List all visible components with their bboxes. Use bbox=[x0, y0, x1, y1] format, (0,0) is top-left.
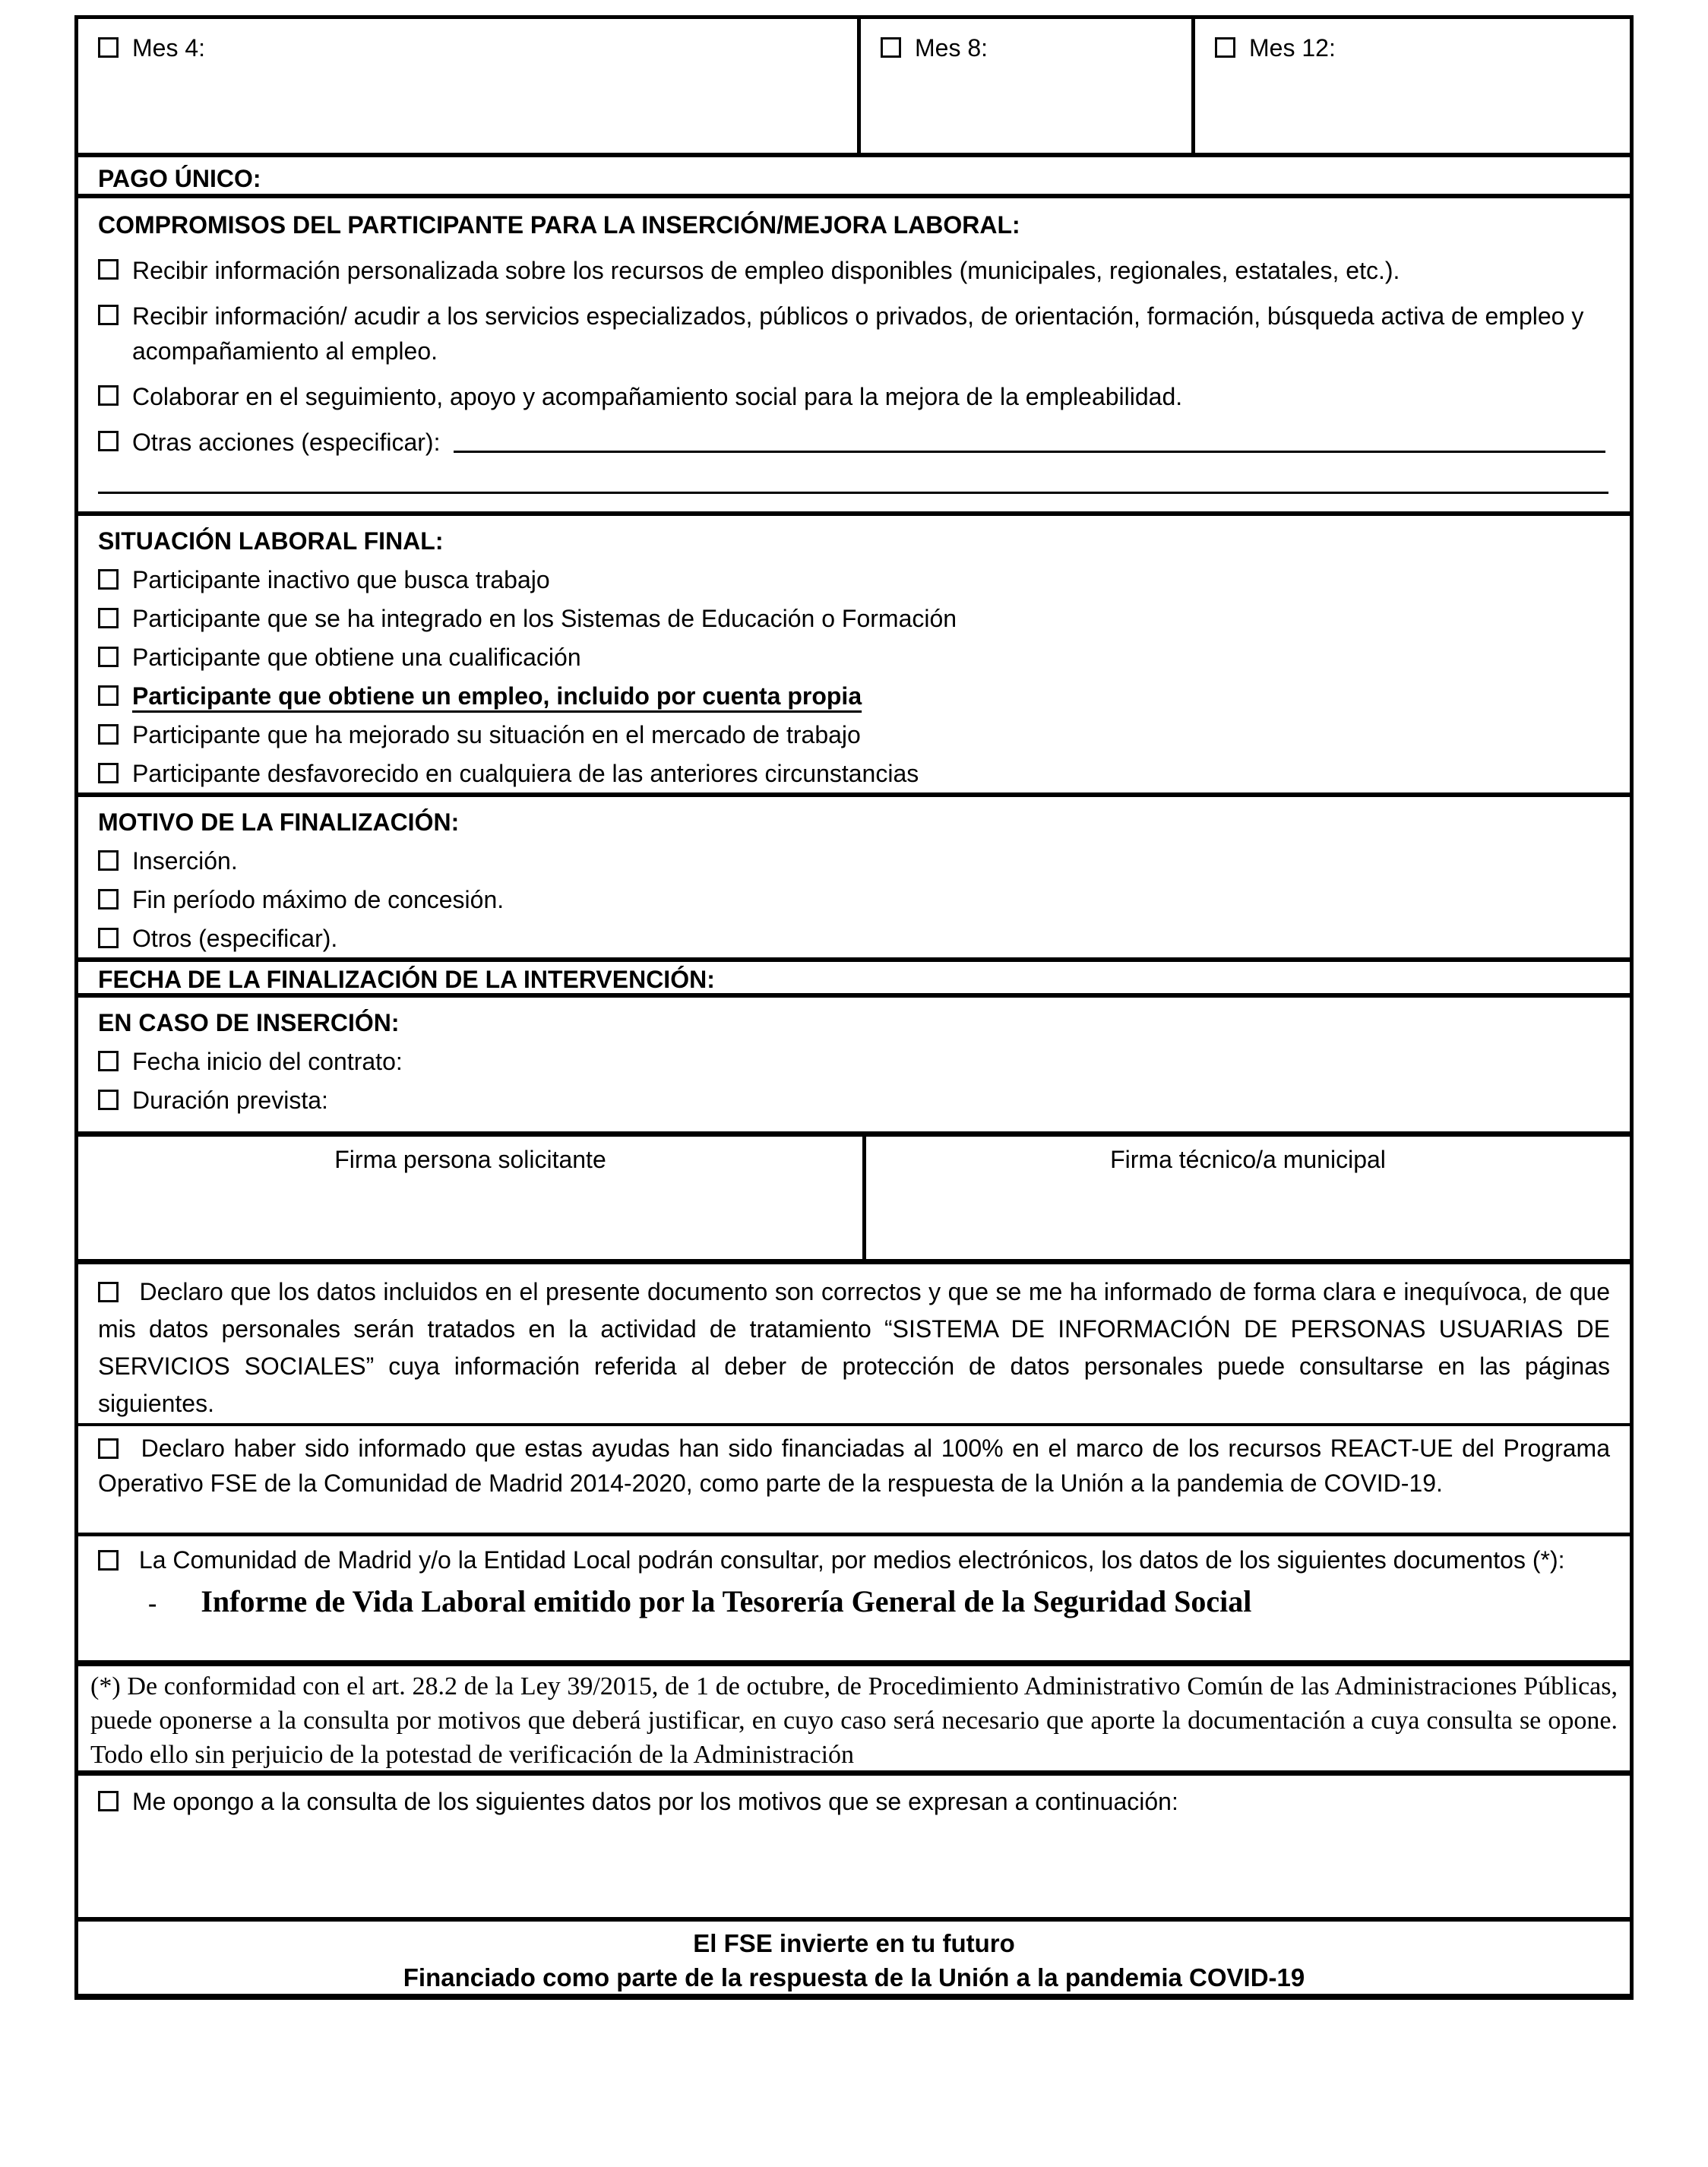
commitment-4-label: Otras acciones (especificar): bbox=[132, 429, 441, 456]
declaration-consult-checkbox[interactable] bbox=[98, 1550, 119, 1571]
final-status-1-checkbox[interactable] bbox=[98, 569, 119, 590]
declaration-funding-text: Declaro haber sido informado que estas ayudas han sido financiadas al 100% en el marco de los recursos REACT-UE del Programa Operativo FSE de la Comunidad de Madrid 2014-2020, como parte de la respuesta de la Unión a la pandemia de COVID-19. bbox=[98, 1435, 1611, 1497]
signatures-row bbox=[78, 1131, 1630, 1259]
final-status-6-checkbox[interactable] bbox=[98, 763, 119, 783]
commitment-1-checkbox[interactable] bbox=[98, 259, 119, 280]
fse-footer-line1: El FSE invierte en tu futuro bbox=[693, 1929, 1015, 1957]
opposition-item bbox=[98, 1785, 1610, 1819]
insertion-case-item bbox=[98, 1045, 1610, 1079]
commitment-3-checkbox[interactable] bbox=[98, 385, 119, 406]
final-status-item bbox=[98, 602, 1610, 636]
termination-2-checkbox[interactable] bbox=[98, 889, 119, 910]
commitment-2-label: Recibir información/ acudir a los servicios especializados, públicos o privados, de orientación, formación, búsqueda activa de empleo y acompañamiento al empleo. bbox=[132, 302, 1584, 365]
opposition-label: Me opongo a la consulta de los siguientes datos por los motivos que se expresan a continuación: bbox=[132, 1788, 1178, 1815]
commitments-section bbox=[78, 194, 1630, 511]
signature-applicant-label: Firma persona solicitante bbox=[334, 1146, 606, 1173]
dash-bullet: - bbox=[148, 1590, 157, 1618]
declaration-consult bbox=[78, 1533, 1630, 1660]
mes-4-checkbox[interactable] bbox=[98, 37, 119, 58]
termination-reason-item bbox=[98, 883, 1610, 917]
contract-start-checkbox[interactable] bbox=[98, 1051, 119, 1071]
declaration-consult-text: La Comunidad de Madrid y/o la Entidad Local podrán consultar, por medios electrónicos, los datos de los siguientes documentos (*): bbox=[138, 1546, 1565, 1574]
final-status-3-checkbox[interactable] bbox=[98, 647, 119, 667]
commitment-item bbox=[98, 379, 1610, 414]
termination-1-checkbox[interactable] bbox=[98, 850, 119, 871]
final-status-2-label: Participante que se ha integrado en los Sistemas de Educación o Formación bbox=[132, 605, 957, 632]
final-status-item bbox=[98, 718, 1610, 752]
single-payment-title: PAGO ÚNICO: bbox=[98, 165, 261, 192]
declaration-data-correct bbox=[78, 1259, 1630, 1423]
fse-footer bbox=[78, 1917, 1630, 1994]
final-status-item bbox=[98, 757, 1610, 791]
final-status-1-label: Participante inactivo que busca trabajo bbox=[132, 566, 550, 593]
declaration-funding bbox=[78, 1423, 1630, 1533]
final-status-4-checkbox[interactable] bbox=[98, 685, 119, 706]
termination-reason-title: MOTIVO DE LA FINALIZACIÓN: bbox=[98, 808, 460, 836]
commitment-item bbox=[98, 253, 1610, 288]
termination-3-label: Otros (especificar). bbox=[132, 925, 338, 952]
mes-4-label: Mes 4: bbox=[132, 34, 206, 62]
opposition-section bbox=[78, 1770, 1630, 1917]
other-actions-blank-line[interactable] bbox=[454, 425, 1605, 453]
fse-footer-line2: Financiado como parte de la respuesta de la Unión a la pandemia COVID-19 bbox=[403, 1963, 1305, 1991]
mes-12-checkbox[interactable] bbox=[1215, 37, 1235, 58]
footnote-section bbox=[78, 1660, 1630, 1770]
termination-reason-section bbox=[78, 792, 1630, 957]
end-date-title: FECHA DE LA FINALIZACIÓN DE LA INTERVENCIÓN: bbox=[98, 966, 715, 993]
insertion-case-title: EN CASO DE INSERCIÓN: bbox=[98, 1009, 400, 1036]
commitment-item bbox=[98, 425, 1610, 460]
opposition-checkbox[interactable] bbox=[98, 1791, 119, 1811]
commitment-1-label: Recibir información personalizada sobre los recursos de empleo disponibles (municipales, regionales, estatales, etc.). bbox=[132, 257, 1400, 284]
final-status-2-checkbox[interactable] bbox=[98, 608, 119, 628]
mes-4-cell bbox=[78, 19, 861, 153]
final-status-4-label: Participante que obtiene un empleo, incluido por cuenta propia bbox=[132, 682, 862, 710]
termination-reason-item bbox=[98, 844, 1610, 878]
termination-reason-item bbox=[98, 922, 1610, 956]
single-payment-row bbox=[78, 153, 1630, 194]
end-date-row bbox=[78, 957, 1630, 993]
commitment-item bbox=[98, 299, 1610, 369]
final-status-section bbox=[78, 511, 1630, 792]
final-status-5-label: Participante que ha mejorado su situación en el mercado de trabajo bbox=[132, 721, 861, 748]
declaration-data-correct-text: Declaro que los datos incluidos en el presente documento son correctos y que se me ha informado de forma clara e inequívoca, de que mis datos personales serán tratados en la actividad de tratamiento “SISTEMA DE INFORMACIÓN DE PERSONAS USUARIAS DE SERVICIOS SOCIALES” cuya información referida al deber de protección de datos personales puede consultarse en las páginas siguientes. bbox=[98, 1278, 1611, 1417]
footnote-text: (*) De conformidad con el art. 28.2 de la Ley 39/2015, de 1 de octubre, de Procedimiento Administrativo Común de las Administraciones Públicas, puede oponerse a la consulta por motivos que deberá justificar, en cuyo caso será necesario que aporte la documentación a cuya consulta se opone. Todo ello sin perjuicio de la potestad de verificación de la Administración bbox=[90, 1672, 1618, 1769]
commitment-4-checkbox[interactable] bbox=[98, 431, 119, 451]
declaration-data-correct-checkbox[interactable] bbox=[98, 1282, 119, 1302]
signature-area-technician[interactable] bbox=[866, 1137, 1630, 1259]
final-status-3-label: Participante que obtiene una cualificación bbox=[132, 644, 581, 671]
mes-8-cell bbox=[861, 19, 1195, 153]
payment-months-row bbox=[78, 19, 1630, 153]
final-status-6-label: Participante desfavorecido en cualquiera de las anteriores circunstancias bbox=[132, 760, 919, 787]
mes-12-cell bbox=[1195, 19, 1630, 153]
commitment-3-label: Colaborar en el seguimiento, apoyo y acompañamiento social para la mejora de la empleabilidad. bbox=[132, 383, 1183, 410]
commitments-title: COMPROMISOS DEL PARTICIPANTE PARA LA INSERCIÓN/MEJORA LABORAL: bbox=[98, 211, 1020, 239]
final-status-5-checkbox[interactable] bbox=[98, 724, 119, 745]
signature-technician-label: Firma técnico/a municipal bbox=[1110, 1146, 1386, 1173]
consult-document-name: Informe de Vida Laboral emitido por la Tesorería General de la Seguridad Social bbox=[201, 1584, 1252, 1618]
signature-area-applicant[interactable] bbox=[78, 1137, 866, 1259]
form-table bbox=[74, 15, 1634, 2000]
mes-8-checkbox[interactable] bbox=[881, 37, 901, 58]
termination-2-label: Fin período máximo de concesión. bbox=[132, 886, 504, 913]
expected-duration-label: Duración prevista: bbox=[132, 1087, 328, 1114]
insertion-case-section bbox=[78, 993, 1630, 1131]
mes-12-label: Mes 12: bbox=[1249, 34, 1336, 62]
final-status-item bbox=[98, 641, 1610, 675]
other-actions-blank-line-2[interactable] bbox=[98, 492, 1608, 494]
termination-3-checkbox[interactable] bbox=[98, 928, 119, 948]
expected-duration-checkbox[interactable] bbox=[98, 1090, 119, 1110]
termination-1-label: Inserción. bbox=[132, 847, 238, 875]
mes-8-label: Mes 8: bbox=[915, 34, 988, 62]
consult-document-line bbox=[98, 1583, 1610, 1623]
commitment-2-checkbox[interactable] bbox=[98, 305, 119, 325]
final-status-item bbox=[98, 563, 1610, 597]
final-status-title: SITUACIÓN LABORAL FINAL: bbox=[98, 527, 444, 555]
final-status-item bbox=[98, 679, 1610, 713]
contract-start-label: Fecha inicio del contrato: bbox=[132, 1048, 403, 1075]
insertion-case-item bbox=[98, 1084, 1610, 1118]
declaration-funding-checkbox[interactable] bbox=[98, 1438, 119, 1459]
